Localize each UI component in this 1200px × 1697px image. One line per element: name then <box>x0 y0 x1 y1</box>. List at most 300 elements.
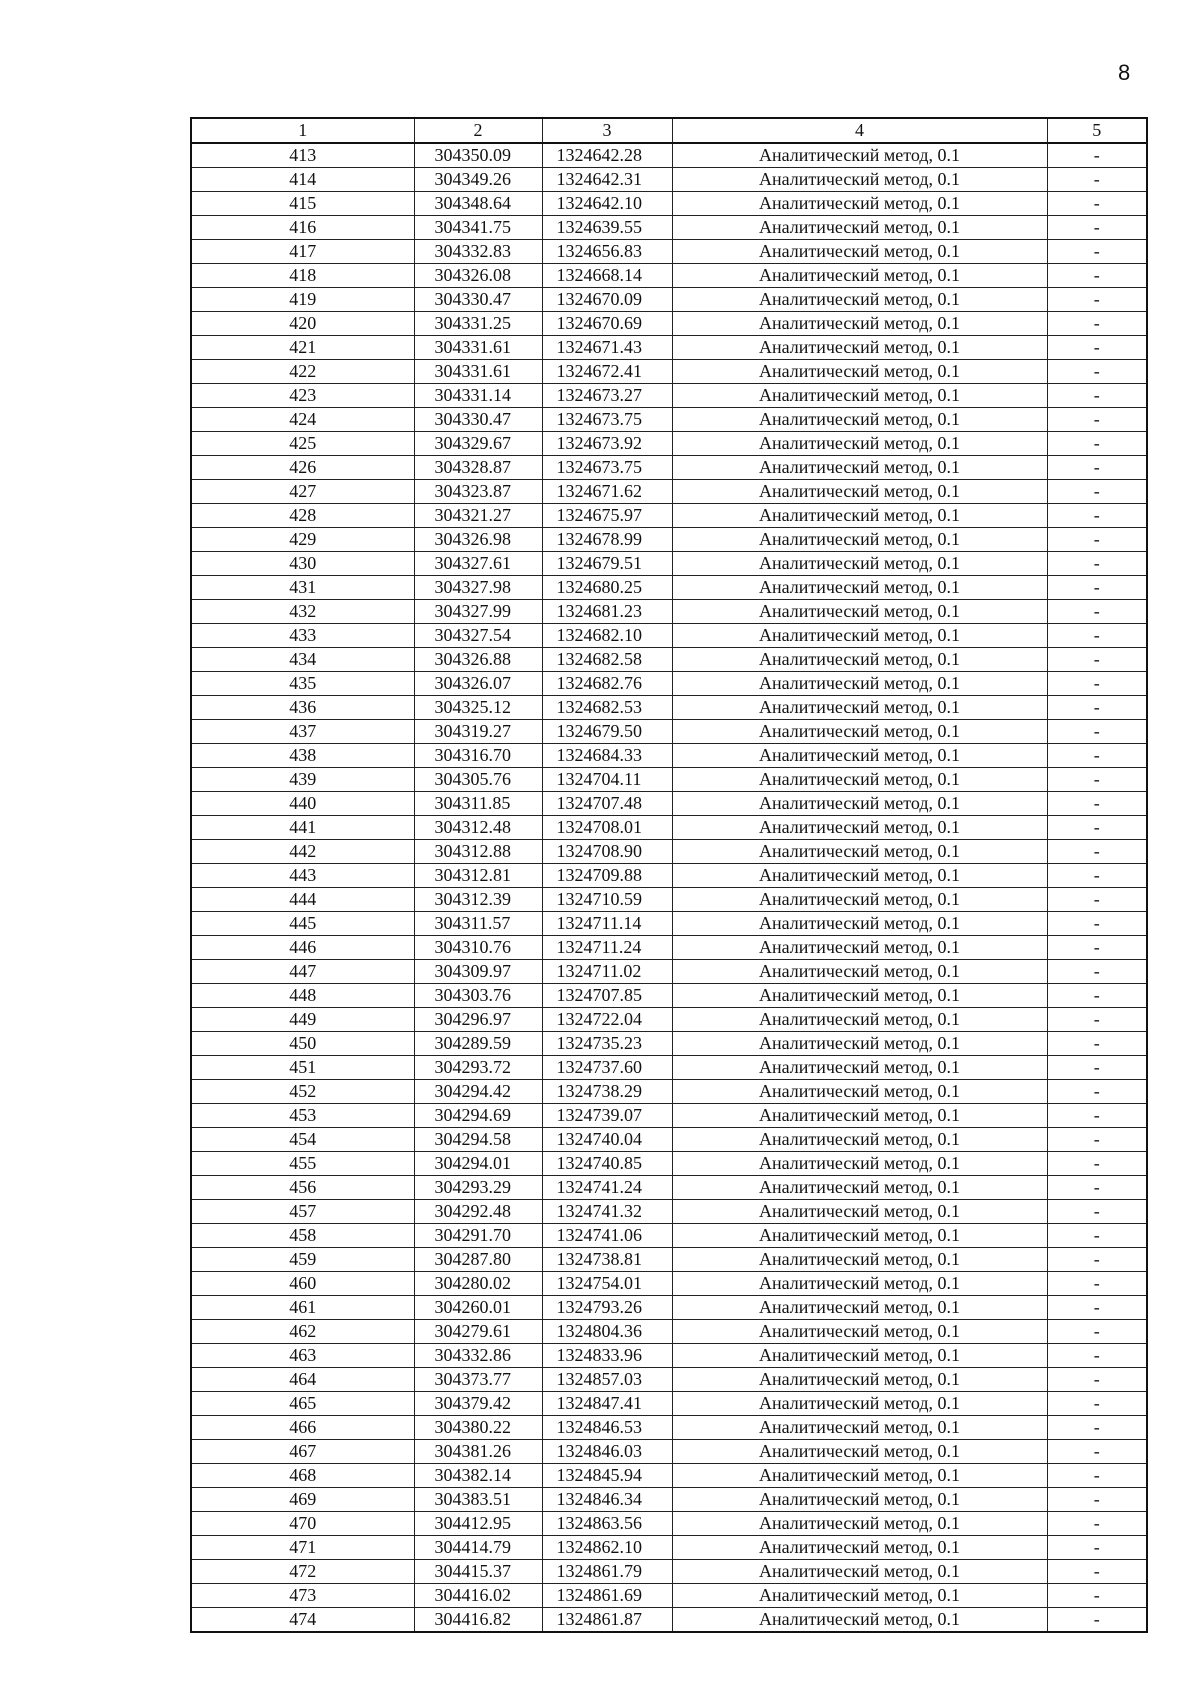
method-cell: Аналитический метод, 0.1 <box>672 1152 1047 1176</box>
table-row <box>191 744 1147 768</box>
note-cell: - <box>1047 1176 1147 1200</box>
table-row <box>191 143 1147 168</box>
y-coordinate-cell: 1324642.10 <box>542 192 672 216</box>
point-number-cell: 474 <box>191 1608 414 1633</box>
y-coordinate-cell: 1324679.51 <box>542 552 672 576</box>
table-row <box>191 1512 1147 1536</box>
table-header-row <box>191 118 1147 143</box>
point-number-cell: 453 <box>191 1104 414 1128</box>
method-cell: Аналитический метод, 0.1 <box>672 143 1047 168</box>
x-coordinate-cell: 304328.87 <box>414 456 542 480</box>
note-cell: - <box>1047 672 1147 696</box>
y-coordinate-cell: 1324739.07 <box>542 1104 672 1128</box>
method-cell: Аналитический метод, 0.1 <box>672 1248 1047 1272</box>
y-coordinate-cell: 1324708.01 <box>542 816 672 840</box>
method-cell: Аналитический метод, 0.1 <box>672 1104 1047 1128</box>
y-coordinate-cell: 1324656.83 <box>542 240 672 264</box>
y-coordinate-cell: 1324862.10 <box>542 1536 672 1560</box>
y-coordinate-cell: 1324846.34 <box>542 1488 672 1512</box>
x-coordinate-cell: 304294.01 <box>414 1152 542 1176</box>
y-coordinate-cell: 1324684.33 <box>542 744 672 768</box>
note-cell: - <box>1047 240 1147 264</box>
point-number-cell: 438 <box>191 744 414 768</box>
table-row <box>191 504 1147 528</box>
y-coordinate-cell: 1324679.50 <box>542 720 672 744</box>
x-coordinate-cell: 304382.14 <box>414 1464 542 1488</box>
table-row <box>191 264 1147 288</box>
note-cell: - <box>1047 528 1147 552</box>
point-number-cell: 443 <box>191 864 414 888</box>
point-number-cell: 431 <box>191 576 414 600</box>
note-cell: - <box>1047 456 1147 480</box>
table-row <box>191 888 1147 912</box>
point-number-cell: 452 <box>191 1080 414 1104</box>
table-row <box>191 648 1147 672</box>
point-number-cell: 469 <box>191 1488 414 1512</box>
point-number-cell: 450 <box>191 1032 414 1056</box>
y-coordinate-cell: 1324847.41 <box>542 1392 672 1416</box>
point-number-cell: 460 <box>191 1272 414 1296</box>
table-row <box>191 1536 1147 1560</box>
point-number-cell: 437 <box>191 720 414 744</box>
table-row <box>191 192 1147 216</box>
x-coordinate-cell: 304373.77 <box>414 1368 542 1392</box>
method-cell: Аналитический метод, 0.1 <box>672 792 1047 816</box>
method-cell: Аналитический метод, 0.1 <box>672 1560 1047 1584</box>
y-coordinate-cell: 1324668.14 <box>542 264 672 288</box>
method-cell: Аналитический метод, 0.1 <box>672 1080 1047 1104</box>
method-cell: Аналитический метод, 0.1 <box>672 456 1047 480</box>
method-cell: Аналитический метод, 0.1 <box>672 816 1047 840</box>
page-number: 8 <box>1118 60 1131 85</box>
x-coordinate-cell: 304312.48 <box>414 816 542 840</box>
point-number-cell: 429 <box>191 528 414 552</box>
point-number-cell: 471 <box>191 1536 414 1560</box>
point-number-cell: 470 <box>191 1512 414 1536</box>
method-cell: Аналитический метод, 0.1 <box>672 840 1047 864</box>
table-row <box>191 432 1147 456</box>
note-cell: - <box>1047 360 1147 384</box>
x-coordinate-cell: 304416.02 <box>414 1584 542 1608</box>
method-cell: Аналитический метод, 0.1 <box>672 888 1047 912</box>
note-cell: - <box>1047 768 1147 792</box>
note-cell: - <box>1047 1080 1147 1104</box>
y-coordinate-cell: 1324671.62 <box>542 480 672 504</box>
x-coordinate-cell: 304280.02 <box>414 1272 542 1296</box>
note-cell: - <box>1047 143 1147 168</box>
point-number-cell: 464 <box>191 1368 414 1392</box>
y-coordinate-cell: 1324722.04 <box>542 1008 672 1032</box>
point-number-cell: 445 <box>191 912 414 936</box>
table-row <box>191 312 1147 336</box>
method-cell: Аналитический метод, 0.1 <box>672 264 1047 288</box>
point-number-cell: 461 <box>191 1296 414 1320</box>
point-number-cell: 473 <box>191 1584 414 1608</box>
y-coordinate-cell: 1324861.87 <box>542 1608 672 1633</box>
table-row <box>191 1296 1147 1320</box>
method-cell: Аналитический метод, 0.1 <box>672 576 1047 600</box>
point-number-cell: 439 <box>191 768 414 792</box>
point-number-cell: 457 <box>191 1200 414 1224</box>
method-cell: Аналитический метод, 0.1 <box>672 1368 1047 1392</box>
x-coordinate-cell: 304323.87 <box>414 480 542 504</box>
note-cell: - <box>1047 984 1147 1008</box>
point-number-cell: 465 <box>191 1392 414 1416</box>
method-cell: Аналитический метод, 0.1 <box>672 312 1047 336</box>
y-coordinate-cell: 1324833.96 <box>542 1344 672 1368</box>
table-row <box>191 840 1147 864</box>
table-row <box>191 1440 1147 1464</box>
y-coordinate-cell: 1324673.27 <box>542 384 672 408</box>
y-coordinate-cell: 1324682.76 <box>542 672 672 696</box>
method-cell: Аналитический метод, 0.1 <box>672 936 1047 960</box>
method-cell: Аналитический метод, 0.1 <box>672 984 1047 1008</box>
y-coordinate-cell: 1324710.59 <box>542 888 672 912</box>
point-number-cell: 433 <box>191 624 414 648</box>
note-cell: - <box>1047 864 1147 888</box>
method-cell: Аналитический метод, 0.1 <box>672 1440 1047 1464</box>
note-cell: - <box>1047 312 1147 336</box>
point-number-cell: 421 <box>191 336 414 360</box>
x-coordinate-cell: 304287.80 <box>414 1248 542 1272</box>
point-number-cell: 442 <box>191 840 414 864</box>
x-coordinate-cell: 304303.76 <box>414 984 542 1008</box>
point-number-cell: 416 <box>191 216 414 240</box>
point-number-cell: 455 <box>191 1152 414 1176</box>
note-cell: - <box>1047 384 1147 408</box>
note-cell: - <box>1047 1056 1147 1080</box>
table-row <box>191 600 1147 624</box>
method-cell: Аналитический метод, 0.1 <box>672 240 1047 264</box>
x-coordinate-cell: 304381.26 <box>414 1440 542 1464</box>
note-cell: - <box>1047 624 1147 648</box>
note-cell: - <box>1047 1416 1147 1440</box>
column-header-4: 4 <box>672 118 1047 143</box>
note-cell: - <box>1047 1128 1147 1152</box>
x-coordinate-cell: 304311.57 <box>414 912 542 936</box>
method-cell: Аналитический метод, 0.1 <box>672 1296 1047 1320</box>
point-number-cell: 427 <box>191 480 414 504</box>
point-number-cell: 426 <box>191 456 414 480</box>
point-number-cell: 436 <box>191 696 414 720</box>
note-cell: - <box>1047 1224 1147 1248</box>
method-cell: Аналитический метод, 0.1 <box>672 360 1047 384</box>
x-coordinate-cell: 304326.98 <box>414 528 542 552</box>
x-coordinate-cell: 304305.76 <box>414 768 542 792</box>
note-cell: - <box>1047 816 1147 840</box>
table-row <box>191 288 1147 312</box>
table-row <box>191 1128 1147 1152</box>
table-row <box>191 1272 1147 1296</box>
method-cell: Аналитический метод, 0.1 <box>672 1392 1047 1416</box>
note-cell: - <box>1047 1152 1147 1176</box>
x-coordinate-cell: 304294.58 <box>414 1128 542 1152</box>
x-coordinate-cell: 304326.88 <box>414 648 542 672</box>
note-cell: - <box>1047 336 1147 360</box>
point-number-cell: 451 <box>191 1056 414 1080</box>
y-coordinate-cell: 1324673.92 <box>542 432 672 456</box>
y-coordinate-cell: 1324857.03 <box>542 1368 672 1392</box>
x-coordinate-cell: 304332.86 <box>414 1344 542 1368</box>
x-coordinate-cell: 304326.07 <box>414 672 542 696</box>
point-number-cell: 441 <box>191 816 414 840</box>
method-cell: Аналитический метод, 0.1 <box>672 648 1047 672</box>
point-number-cell: 448 <box>191 984 414 1008</box>
table-row <box>191 672 1147 696</box>
point-number-cell: 456 <box>191 1176 414 1200</box>
x-coordinate-cell: 304312.39 <box>414 888 542 912</box>
method-cell: Аналитический метод, 0.1 <box>672 1272 1047 1296</box>
point-number-cell: 467 <box>191 1440 414 1464</box>
note-cell: - <box>1047 432 1147 456</box>
point-number-cell: 420 <box>191 312 414 336</box>
x-coordinate-cell: 304412.95 <box>414 1512 542 1536</box>
method-cell: Аналитический метод, 0.1 <box>672 912 1047 936</box>
method-cell: Аналитический метод, 0.1 <box>672 696 1047 720</box>
table-row <box>191 1416 1147 1440</box>
y-coordinate-cell: 1324861.69 <box>542 1584 672 1608</box>
method-cell: Аналитический метод, 0.1 <box>672 384 1047 408</box>
table-row <box>191 552 1147 576</box>
point-number-cell: 415 <box>191 192 414 216</box>
note-cell: - <box>1047 792 1147 816</box>
y-coordinate-cell: 1324740.04 <box>542 1128 672 1152</box>
y-coordinate-cell: 1324682.58 <box>542 648 672 672</box>
y-coordinate-cell: 1324708.90 <box>542 840 672 864</box>
note-cell: - <box>1047 192 1147 216</box>
method-cell: Аналитический метод, 0.1 <box>672 1320 1047 1344</box>
coordinates-table-wrapper <box>190 117 1146 1633</box>
x-coordinate-cell: 304279.61 <box>414 1320 542 1344</box>
method-cell: Аналитический метод, 0.1 <box>672 1584 1047 1608</box>
x-coordinate-cell: 304331.61 <box>414 336 542 360</box>
table-row <box>191 792 1147 816</box>
y-coordinate-cell: 1324672.41 <box>542 360 672 384</box>
y-coordinate-cell: 1324741.32 <box>542 1200 672 1224</box>
method-cell: Аналитический метод, 0.1 <box>672 720 1047 744</box>
table-row <box>191 984 1147 1008</box>
method-cell: Аналитический метод, 0.1 <box>672 1488 1047 1512</box>
method-cell: Аналитический метод, 0.1 <box>672 552 1047 576</box>
note-cell: - <box>1047 1296 1147 1320</box>
x-coordinate-cell: 304326.08 <box>414 264 542 288</box>
point-number-cell: 440 <box>191 792 414 816</box>
point-number-cell: 430 <box>191 552 414 576</box>
table-row <box>191 720 1147 744</box>
note-cell: - <box>1047 480 1147 504</box>
note-cell: - <box>1047 960 1147 984</box>
note-cell: - <box>1047 264 1147 288</box>
point-number-cell: 462 <box>191 1320 414 1344</box>
point-number-cell: 447 <box>191 960 414 984</box>
table-row <box>191 1056 1147 1080</box>
x-coordinate-cell: 304331.25 <box>414 312 542 336</box>
x-coordinate-cell: 304289.59 <box>414 1032 542 1056</box>
x-coordinate-cell: 304293.29 <box>414 1176 542 1200</box>
table-body <box>191 143 1147 1632</box>
table-row <box>191 408 1147 432</box>
method-cell: Аналитический метод, 0.1 <box>672 1008 1047 1032</box>
table-row <box>191 624 1147 648</box>
x-coordinate-cell: 304330.47 <box>414 288 542 312</box>
method-cell: Аналитический метод, 0.1 <box>672 432 1047 456</box>
note-cell: - <box>1047 1536 1147 1560</box>
table-row <box>191 1560 1147 1584</box>
table-row <box>191 816 1147 840</box>
note-cell: - <box>1047 1320 1147 1344</box>
point-number-cell: 444 <box>191 888 414 912</box>
point-number-cell: 434 <box>191 648 414 672</box>
point-number-cell: 468 <box>191 1464 414 1488</box>
point-number-cell: 459 <box>191 1248 414 1272</box>
table-row <box>191 1152 1147 1176</box>
method-cell: Аналитический метод, 0.1 <box>672 1512 1047 1536</box>
note-cell: - <box>1047 216 1147 240</box>
note-cell: - <box>1047 168 1147 192</box>
y-coordinate-cell: 1324846.53 <box>542 1416 672 1440</box>
note-cell: - <box>1047 1608 1147 1633</box>
y-coordinate-cell: 1324846.03 <box>542 1440 672 1464</box>
x-coordinate-cell: 304327.98 <box>414 576 542 600</box>
table-row <box>191 216 1147 240</box>
x-coordinate-cell: 304327.54 <box>414 624 542 648</box>
point-number-cell: 454 <box>191 1128 414 1152</box>
y-coordinate-cell: 1324711.14 <box>542 912 672 936</box>
method-cell: Аналитический метод, 0.1 <box>672 1344 1047 1368</box>
note-cell: - <box>1047 1464 1147 1488</box>
table-row <box>191 1464 1147 1488</box>
x-coordinate-cell: 304379.42 <box>414 1392 542 1416</box>
note-cell: - <box>1047 1560 1147 1584</box>
note-cell: - <box>1047 576 1147 600</box>
note-cell: - <box>1047 408 1147 432</box>
x-coordinate-cell: 304316.70 <box>414 744 542 768</box>
table-row <box>191 1104 1147 1128</box>
method-cell: Аналитический метод, 0.1 <box>672 408 1047 432</box>
table-row <box>191 1584 1147 1608</box>
y-coordinate-cell: 1324707.48 <box>542 792 672 816</box>
table-row <box>191 912 1147 936</box>
x-coordinate-cell: 304341.75 <box>414 216 542 240</box>
method-cell: Аналитический метод, 0.1 <box>672 192 1047 216</box>
table-row <box>191 168 1147 192</box>
table-row <box>191 1224 1147 1248</box>
y-coordinate-cell: 1324738.29 <box>542 1080 672 1104</box>
y-coordinate-cell: 1324673.75 <box>542 408 672 432</box>
point-number-cell: 458 <box>191 1224 414 1248</box>
table-row <box>191 528 1147 552</box>
x-coordinate-cell: 304294.69 <box>414 1104 542 1128</box>
y-coordinate-cell: 1324735.23 <box>542 1032 672 1056</box>
method-cell: Аналитический метод, 0.1 <box>672 672 1047 696</box>
table-row <box>191 576 1147 600</box>
point-number-cell: 424 <box>191 408 414 432</box>
table-row <box>191 1608 1147 1633</box>
y-coordinate-cell: 1324741.24 <box>542 1176 672 1200</box>
y-coordinate-cell: 1324671.43 <box>542 336 672 360</box>
point-number-cell: 432 <box>191 600 414 624</box>
note-cell: - <box>1047 1272 1147 1296</box>
table-header <box>191 118 1147 143</box>
y-coordinate-cell: 1324804.36 <box>542 1320 672 1344</box>
method-cell: Аналитический метод, 0.1 <box>672 216 1047 240</box>
x-coordinate-cell: 304380.22 <box>414 1416 542 1440</box>
x-coordinate-cell: 304332.83 <box>414 240 542 264</box>
y-coordinate-cell: 1324707.85 <box>542 984 672 1008</box>
note-cell: - <box>1047 1512 1147 1536</box>
column-header-1: 1 <box>191 118 414 143</box>
x-coordinate-cell: 304309.97 <box>414 960 542 984</box>
table-row <box>191 1320 1147 1344</box>
table-row <box>191 960 1147 984</box>
x-coordinate-cell: 304331.14 <box>414 384 542 408</box>
table-row <box>191 480 1147 504</box>
note-cell: - <box>1047 504 1147 528</box>
x-coordinate-cell: 304311.85 <box>414 792 542 816</box>
table-row <box>191 1368 1147 1392</box>
x-coordinate-cell: 304321.27 <box>414 504 542 528</box>
table-row <box>191 1008 1147 1032</box>
method-cell: Аналитический метод, 0.1 <box>672 168 1047 192</box>
y-coordinate-cell: 1324642.31 <box>542 168 672 192</box>
y-coordinate-cell: 1324741.06 <box>542 1224 672 1248</box>
point-number-cell: 418 <box>191 264 414 288</box>
point-number-cell: 419 <box>191 288 414 312</box>
point-number-cell: 472 <box>191 1560 414 1584</box>
method-cell: Аналитический метод, 0.1 <box>672 624 1047 648</box>
method-cell: Аналитический метод, 0.1 <box>672 1200 1047 1224</box>
table-row <box>191 384 1147 408</box>
table-row <box>191 240 1147 264</box>
x-coordinate-cell: 304349.26 <box>414 168 542 192</box>
x-coordinate-cell: 304415.37 <box>414 1560 542 1584</box>
x-coordinate-cell: 304414.79 <box>414 1536 542 1560</box>
y-coordinate-cell: 1324754.01 <box>542 1272 672 1296</box>
x-coordinate-cell: 304348.64 <box>414 192 542 216</box>
y-coordinate-cell: 1324709.88 <box>542 864 672 888</box>
point-number-cell: 449 <box>191 1008 414 1032</box>
y-coordinate-cell: 1324678.99 <box>542 528 672 552</box>
x-coordinate-cell: 304331.61 <box>414 360 542 384</box>
x-coordinate-cell: 304310.76 <box>414 936 542 960</box>
point-number-cell: 413 <box>191 143 414 168</box>
table-row <box>191 696 1147 720</box>
method-cell: Аналитический метод, 0.1 <box>672 288 1047 312</box>
x-coordinate-cell: 304294.42 <box>414 1080 542 1104</box>
method-cell: Аналитический метод, 0.1 <box>672 1536 1047 1560</box>
y-coordinate-cell: 1324738.81 <box>542 1248 672 1272</box>
x-coordinate-cell: 304291.70 <box>414 1224 542 1248</box>
table-row <box>191 456 1147 480</box>
y-coordinate-cell: 1324680.25 <box>542 576 672 600</box>
method-cell: Аналитический метод, 0.1 <box>672 1416 1047 1440</box>
point-number-cell: 417 <box>191 240 414 264</box>
method-cell: Аналитический метод, 0.1 <box>672 480 1047 504</box>
note-cell: - <box>1047 288 1147 312</box>
note-cell: - <box>1047 1032 1147 1056</box>
table-row <box>191 1488 1147 1512</box>
method-cell: Аналитический метод, 0.1 <box>672 1464 1047 1488</box>
x-coordinate-cell: 304383.51 <box>414 1488 542 1512</box>
y-coordinate-cell: 1324711.24 <box>542 936 672 960</box>
method-cell: Аналитический метод, 0.1 <box>672 1176 1047 1200</box>
point-number-cell: 466 <box>191 1416 414 1440</box>
x-coordinate-cell: 304312.88 <box>414 840 542 864</box>
point-number-cell: 414 <box>191 168 414 192</box>
y-coordinate-cell: 1324681.23 <box>542 600 672 624</box>
note-cell: - <box>1047 1368 1147 1392</box>
x-coordinate-cell: 304296.97 <box>414 1008 542 1032</box>
